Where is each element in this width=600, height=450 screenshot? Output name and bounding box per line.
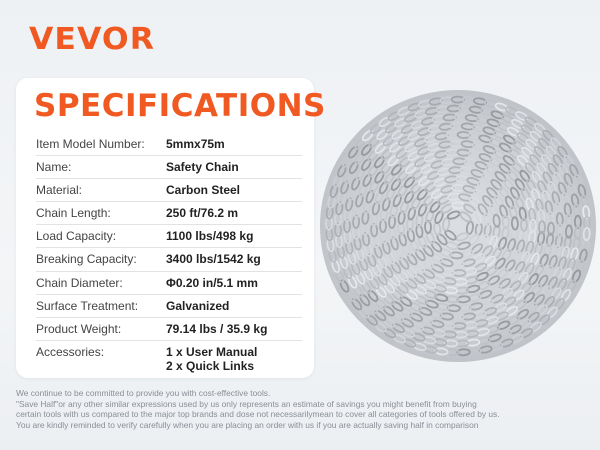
spec-value: 79.14 lbs / 35.9 kg (166, 321, 268, 336)
accessory-item: 1 x User Manual (166, 344, 258, 359)
spec-value: Safety Chain (166, 160, 239, 175)
spec-row-model (36, 133, 302, 156)
spec-value: 250 ft/76.2 m (166, 206, 239, 221)
specifications-table (36, 133, 302, 377)
spec-label: Load Capacity: (36, 229, 117, 244)
disclaimer-line: We continue to be committed to provide you with cost-effective tools. (16, 388, 271, 398)
spec-label: Material: (36, 183, 83, 198)
spec-label: Chain Diameter: (36, 275, 123, 290)
vevor-logo: VEVOR (28, 22, 156, 57)
disclaimer-line: certain tools with us compared to the major top brands and dose not necessarilymean to cover all categories of tools offered by us. (16, 409, 500, 420)
spec-row-diameter (36, 272, 302, 295)
spec-row-material (36, 179, 302, 202)
spec-row-name (36, 156, 302, 179)
spec-row-weight (36, 318, 302, 341)
spec-value: 3400 lbs/1542 kg (166, 252, 261, 267)
chain-coil-graphic (308, 78, 598, 378)
disclaimer-line: You are kindly reminded to verify carefully when you are placing an order with us if you are actually saving half in comparison (16, 419, 479, 430)
spec-value: Carbon Steel (166, 183, 241, 198)
spec-row-length (36, 202, 302, 225)
spec-value: Φ0.20 in/5.1 mm (166, 275, 258, 290)
spec-value: 5mmx75m (166, 137, 225, 151)
spec-label: Name: (36, 160, 72, 175)
spec-label: Product Weight: (36, 321, 122, 336)
spec-row-load (36, 225, 302, 248)
spec-label: Surface Treatment: (36, 298, 139, 313)
spec-value (166, 345, 302, 373)
spec-row-accessories (36, 341, 302, 377)
spec-value: Galvanized (166, 298, 230, 313)
spec-value: 1100 lbs/498 kg (166, 229, 254, 244)
spec-label: Chain Length: (36, 206, 111, 221)
specifications-title: SPECIFICATIONS (34, 88, 326, 124)
disclaimer-text (16, 388, 586, 430)
spec-row-breaking (36, 248, 302, 271)
spec-label: Accessories: (36, 344, 105, 359)
coiled-chain-image (308, 78, 598, 378)
spec-label: Breaking Capacity: (36, 252, 137, 267)
accessory-item: 2 x Quick Links (166, 358, 255, 373)
disclaimer-line: "Save Half"or any other similar expressions used by us only represents an estimate of savings you might benefit from buying (16, 398, 477, 409)
spec-row-surface (36, 295, 302, 318)
spec-label: Item Model Number: (36, 137, 145, 151)
